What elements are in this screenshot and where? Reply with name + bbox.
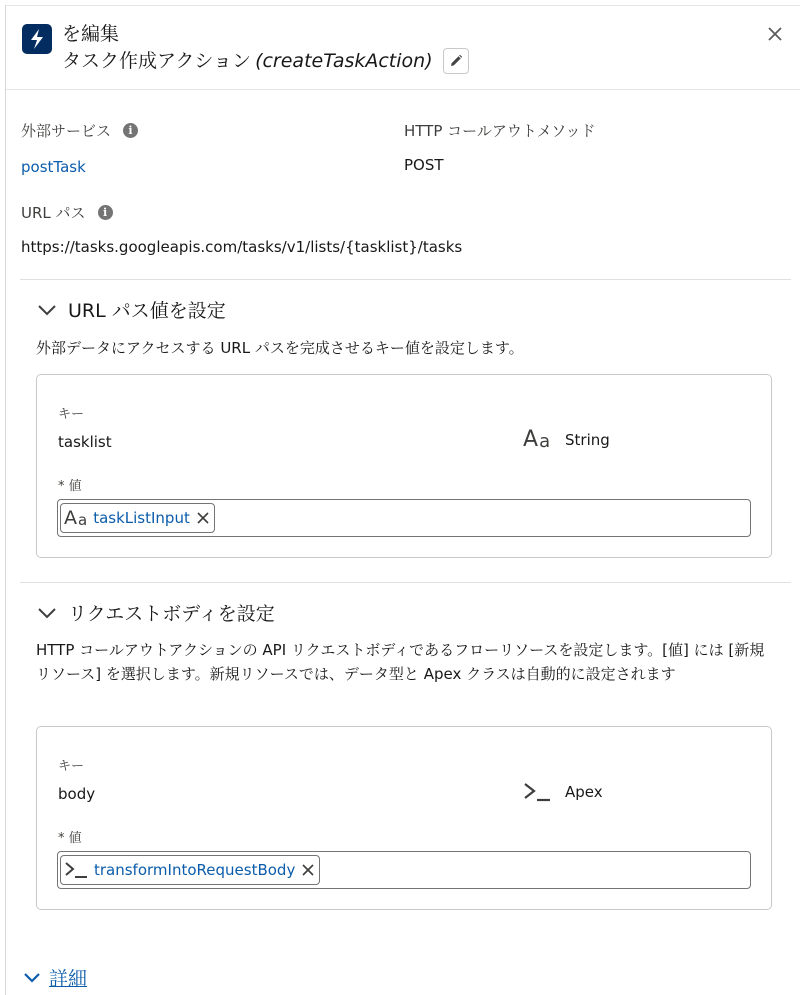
details-toggle[interactable] <box>23 964 87 991</box>
text-type-icon: A a <box>523 427 551 452</box>
body-section-description: HTTP コールアウトアクションの API リクエストボディであるフローリソースを設定します。[値] には [新規リソース] を選択します。新規リソースでは、データ型と Apex クラスは自動的に設定されます <box>36 641 765 683</box>
key-value: tasklist <box>58 433 112 451</box>
action-label: タスク作成アクション <box>62 50 252 72</box>
value-input[interactable] <box>57 851 751 889</box>
key-label: キー <box>58 759 85 774</box>
details-label: 詳細 <box>49 968 88 990</box>
panel-header <box>6 6 800 90</box>
resource-pill[interactable] <box>60 855 320 885</box>
value-label: * 値 <box>58 831 82 846</box>
close-button[interactable] <box>765 24 785 44</box>
action-api-name: (createTaskAction) <box>255 50 433 72</box>
value-label: * 値 <box>58 479 82 494</box>
apex-type-icon <box>523 781 555 803</box>
apex-type-icon <box>64 860 88 880</box>
type-indicator <box>523 427 610 452</box>
remove-pill-button[interactable] <box>196 512 210 524</box>
divider <box>20 582 791 583</box>
close-icon <box>302 864 314 876</box>
type-indicator <box>523 781 603 803</box>
body-section-toggle[interactable] <box>36 599 275 626</box>
pill-label: transformIntoRequestBody <box>94 861 296 879</box>
close-icon <box>197 512 209 524</box>
info-icon[interactable]: i <box>123 123 138 138</box>
external-service-link[interactable]: postTask <box>21 158 86 176</box>
close-icon <box>768 27 782 41</box>
header-title-action <box>62 48 469 74</box>
chevron-down-icon <box>36 303 58 317</box>
edit-name-button[interactable] <box>443 48 469 74</box>
url-section-toggle[interactable] <box>36 296 226 323</box>
value-input[interactable] <box>57 499 751 537</box>
key-label: キー <box>58 407 85 422</box>
url-section-description: 外部データにアクセスする URL パスを完成させるキー値を設定します。 <box>36 339 524 357</box>
lightning-icon <box>22 24 52 54</box>
resource-pill[interactable] <box>60 503 215 533</box>
body-key-card <box>36 726 772 910</box>
http-method-label: HTTP コールアウトメソッド <box>404 122 596 140</box>
external-service-label-text: 外部サービス <box>21 122 112 140</box>
pencil-icon <box>449 54 463 68</box>
divider <box>20 279 791 280</box>
info-icon[interactable]: i <box>98 205 113 220</box>
url-path-label <box>21 202 113 223</box>
header-title-prefix: を編集 <box>62 23 120 45</box>
remove-pill-button[interactable] <box>301 864 315 876</box>
chevron-down-icon <box>36 606 58 620</box>
http-method-value: POST <box>404 156 444 174</box>
type-label: String <box>565 430 610 449</box>
url-key-card <box>36 374 772 558</box>
key-value: body <box>58 785 96 803</box>
url-path-label-text: URL パス <box>21 204 86 222</box>
url-path-value: https://tasks.googleapis.com/tasks/v1/lists/{tasklist}/tasks <box>21 238 463 256</box>
external-service-label <box>21 120 138 141</box>
url-section-title: URL パス値を設定 <box>68 300 226 322</box>
text-type-icon: A a <box>64 507 88 529</box>
edit-action-panel <box>5 5 800 995</box>
type-label: Apex <box>565 783 603 801</box>
chevron-down-icon <box>23 972 41 984</box>
body-section-title: リクエストボディを設定 <box>68 603 275 625</box>
pill-label: taskListInput <box>93 509 190 527</box>
